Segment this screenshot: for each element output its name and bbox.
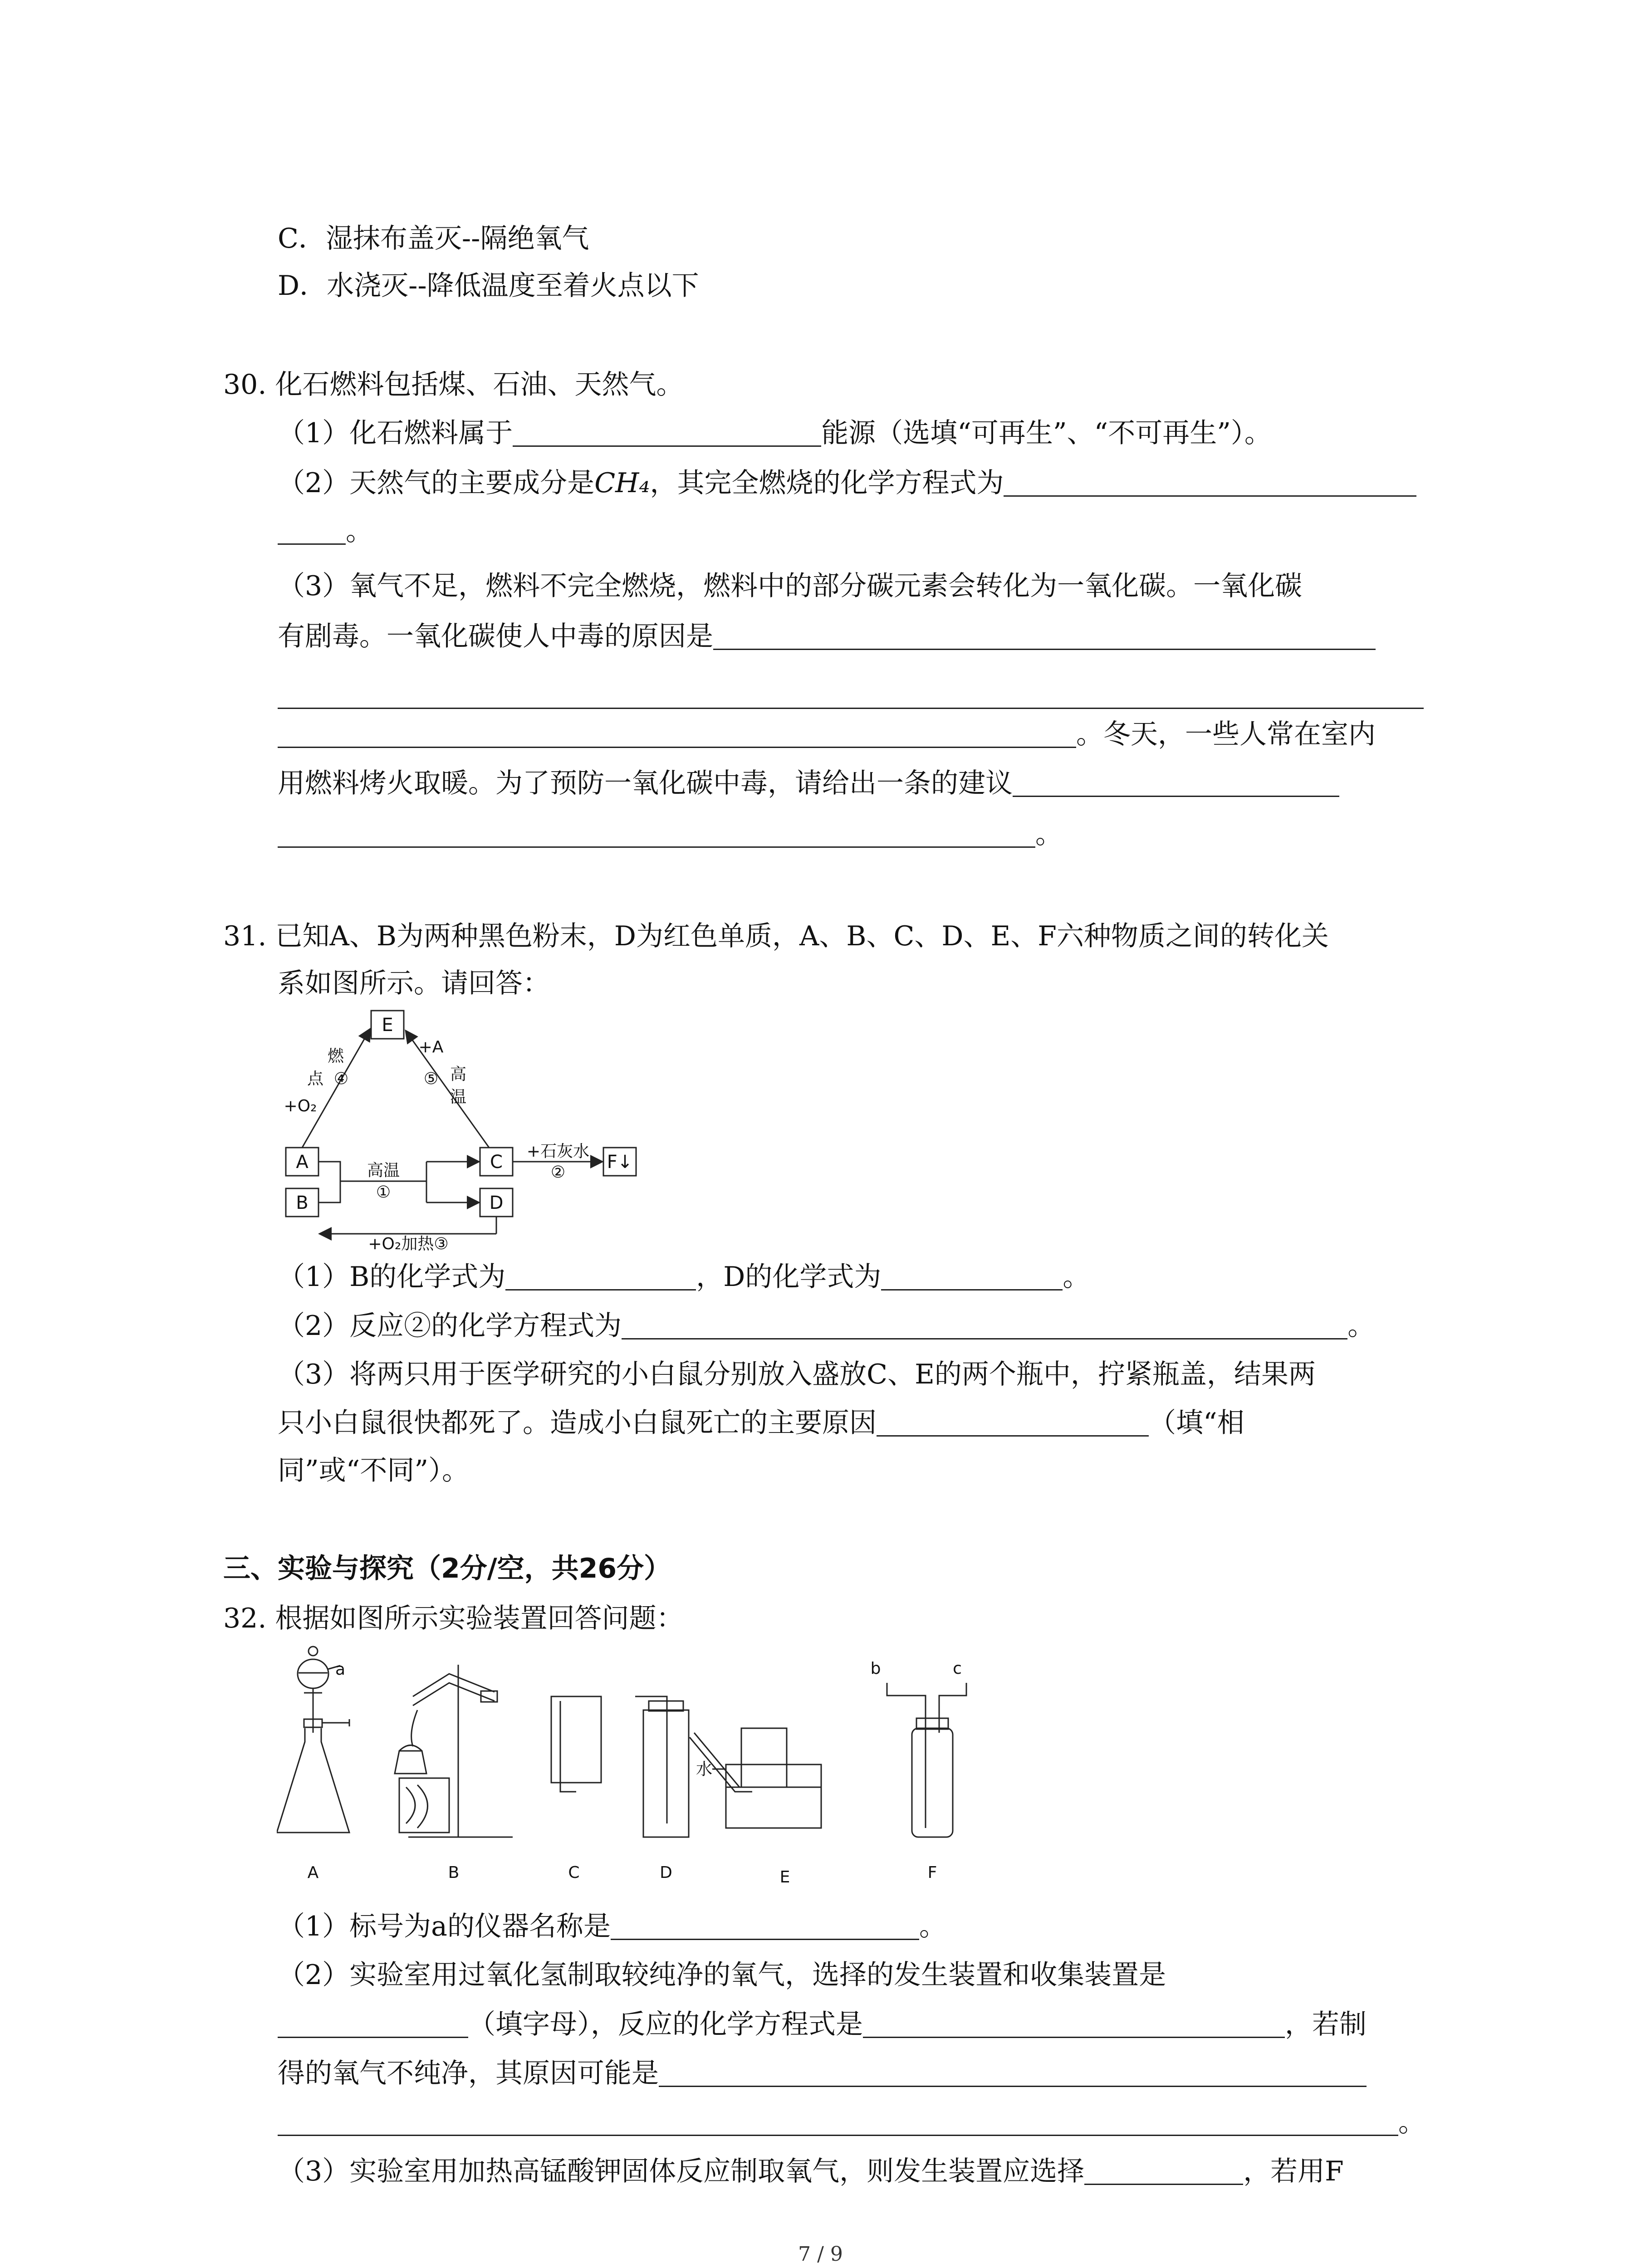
q32-stem: 32. 根据如图所示实验装置回答问题： [223,1603,684,1634]
label-d: D [660,1863,672,1882]
q32-part2-line2: （填字母），反应的化学方程式是 ，若制 [278,2010,1367,2038]
q30-part3-line5: 用燃料烤火取暖。为了预防一氧化碳中毒，请给出一条的建议 [278,769,1339,797]
mark-b: b [870,1659,881,1678]
q29-option-c: C．湿抹布盖灭--隔绝氧气 [278,223,589,254]
q30-blank-3e[interactable] [278,820,1035,848]
q32-part1: （1）标号为a的仪器名称是 。 [278,1911,946,1942]
label-gaowen: 高温 [367,1161,400,1180]
q32-blank-2a[interactable] [278,2010,468,2038]
q32-part2-line4: 。 [278,2108,1425,2136]
mark-c: c [953,1659,962,1678]
apparatus-b [395,1665,513,1837]
q30-part3-line2: 有剧毒。一氧化碳使人中毒的原因是 [278,622,1376,650]
q32-blank-3[interactable] [1084,2157,1243,2185]
label-wen: 温 [450,1088,467,1106]
label-reaction-5: ⑤ [423,1070,439,1088]
q30-blank-2b[interactable] [278,517,346,545]
q32-blank-2c[interactable] [659,2059,1367,2087]
q31-part3-line1: （3）将两只用于医学研究的小白鼠分别放入盛放C、E的两个瓶中，拧紧瓶盖，结果两 [278,1359,1316,1390]
label-c: C [568,1863,580,1882]
label-reaction-1: ① [376,1183,391,1202]
q31-blank-b[interactable] [505,1263,696,1290]
q31-stem-line2: 系如图所示。请回答： [278,968,550,999]
q32-blank-1[interactable] [611,1912,919,1940]
label-b: B [448,1863,460,1882]
node-d: D [489,1193,504,1213]
node-e: E [382,1015,393,1036]
q30-blank-1[interactable] [513,419,821,447]
label-o2-heat: +O₂加热③ [368,1235,449,1252]
q32-part2-line3: 得的氧气不纯净，其原因可能是 [278,2059,1367,2087]
label-plus-o2: +O₂ [284,1097,317,1115]
q30-blank-3b[interactable] [278,708,1424,709]
label-reaction-2: ② [550,1163,566,1182]
q31-part3-line3: 同”或“不同”）。 [278,1455,470,1486]
q31-stem-line1: 31. 已知A、B为两种黑色粉末，D为红色单质，A、B、C、D、E、F六种物质之间的转化关 [223,920,1329,952]
node-c: C [490,1152,503,1173]
q31-blank-3[interactable] [877,1409,1149,1437]
label-dian: 点 [307,1070,324,1088]
q30-blank-3c[interactable] [278,720,1076,748]
apparatus-figure [277,1642,975,1887]
apparatus-d [635,1696,689,1837]
q31-blank-2[interactable] [622,1312,1347,1339]
label-gao: 高 [450,1065,467,1084]
apparatus-f [887,1683,966,1837]
q30-blank-3d[interactable] [1013,769,1339,797]
q30-part2-cont: 。 [278,517,373,545]
q31-part1: （1）B的化学式为 ，D的化学式为 。 [278,1261,1090,1293]
label-limewater: +石灰水 [526,1142,590,1161]
node-a: A [296,1152,309,1173]
mark-a: a [335,1660,346,1679]
section-3-heading: 三、实验与探究（2分/空，共26分） [223,1553,671,1584]
q32-part2-line1: （2）实验室用过氧化氢制取较纯净的氧气，选择的发生装置和收集装置是 [278,1959,1166,1991]
label-ran: 燃 [327,1047,344,1066]
label-e: E [779,1868,790,1887]
q32-blank-2b[interactable] [863,2010,1285,2038]
q31-part3-line2: 只小白鼠很快都死了。造成小白鼠死亡的主要原因 （填“相 [278,1407,1244,1439]
transformation-diagram [272,998,681,1252]
label-plus-a: +A [418,1038,444,1056]
q30-blank-3a[interactable] [713,622,1376,650]
label-reaction-4: ④ [333,1070,349,1088]
q31-part2: （2）反应②的化学方程式为 。 [278,1310,1375,1342]
q29-option-d: D．水浇灭--降低温度至着火点以下 [278,270,699,302]
label-f: F [927,1863,937,1882]
q31-blank-d[interactable] [881,1263,1063,1290]
q30-blank-2a[interactable] [1004,469,1416,497]
q32-blank-2d[interactable] [278,2108,1398,2136]
q30-part3-line6: 。 [278,820,1063,848]
q32-part3: （3）实验室用加热高锰酸钾固体反应制取氧气，则发生装置应选择 ，若用F [278,2156,1344,2187]
q30-part3-line1: （3）氧气不足，燃料不完全燃烧，燃料中的部分碳元素会转化为一氧化碳。一氧化碳 [278,570,1303,602]
page-number: 7 / 9 [798,2243,843,2266]
arrow-c-to-e [406,1031,489,1148]
q30-part3-line4: 。冬天，一些人常在室内 [278,720,1376,748]
node-b: B [296,1193,309,1213]
q30-part2: （2）天然气的主要成分是CH₄，其完全燃烧的化学方程式为 [278,469,1416,497]
q30-stem: 30. 化石燃料包括煤、石油、天然气。 [223,369,684,401]
q30-part1: （1）化石燃料属于 能源（选填“可再生”、“不可再生”）。 [278,417,1272,449]
label-water: 水 [696,1760,713,1779]
label-a: A [307,1863,319,1882]
node-f: F↓ [607,1152,633,1173]
apparatus-c [551,1696,601,1792]
bracket-ab [318,1162,340,1202]
